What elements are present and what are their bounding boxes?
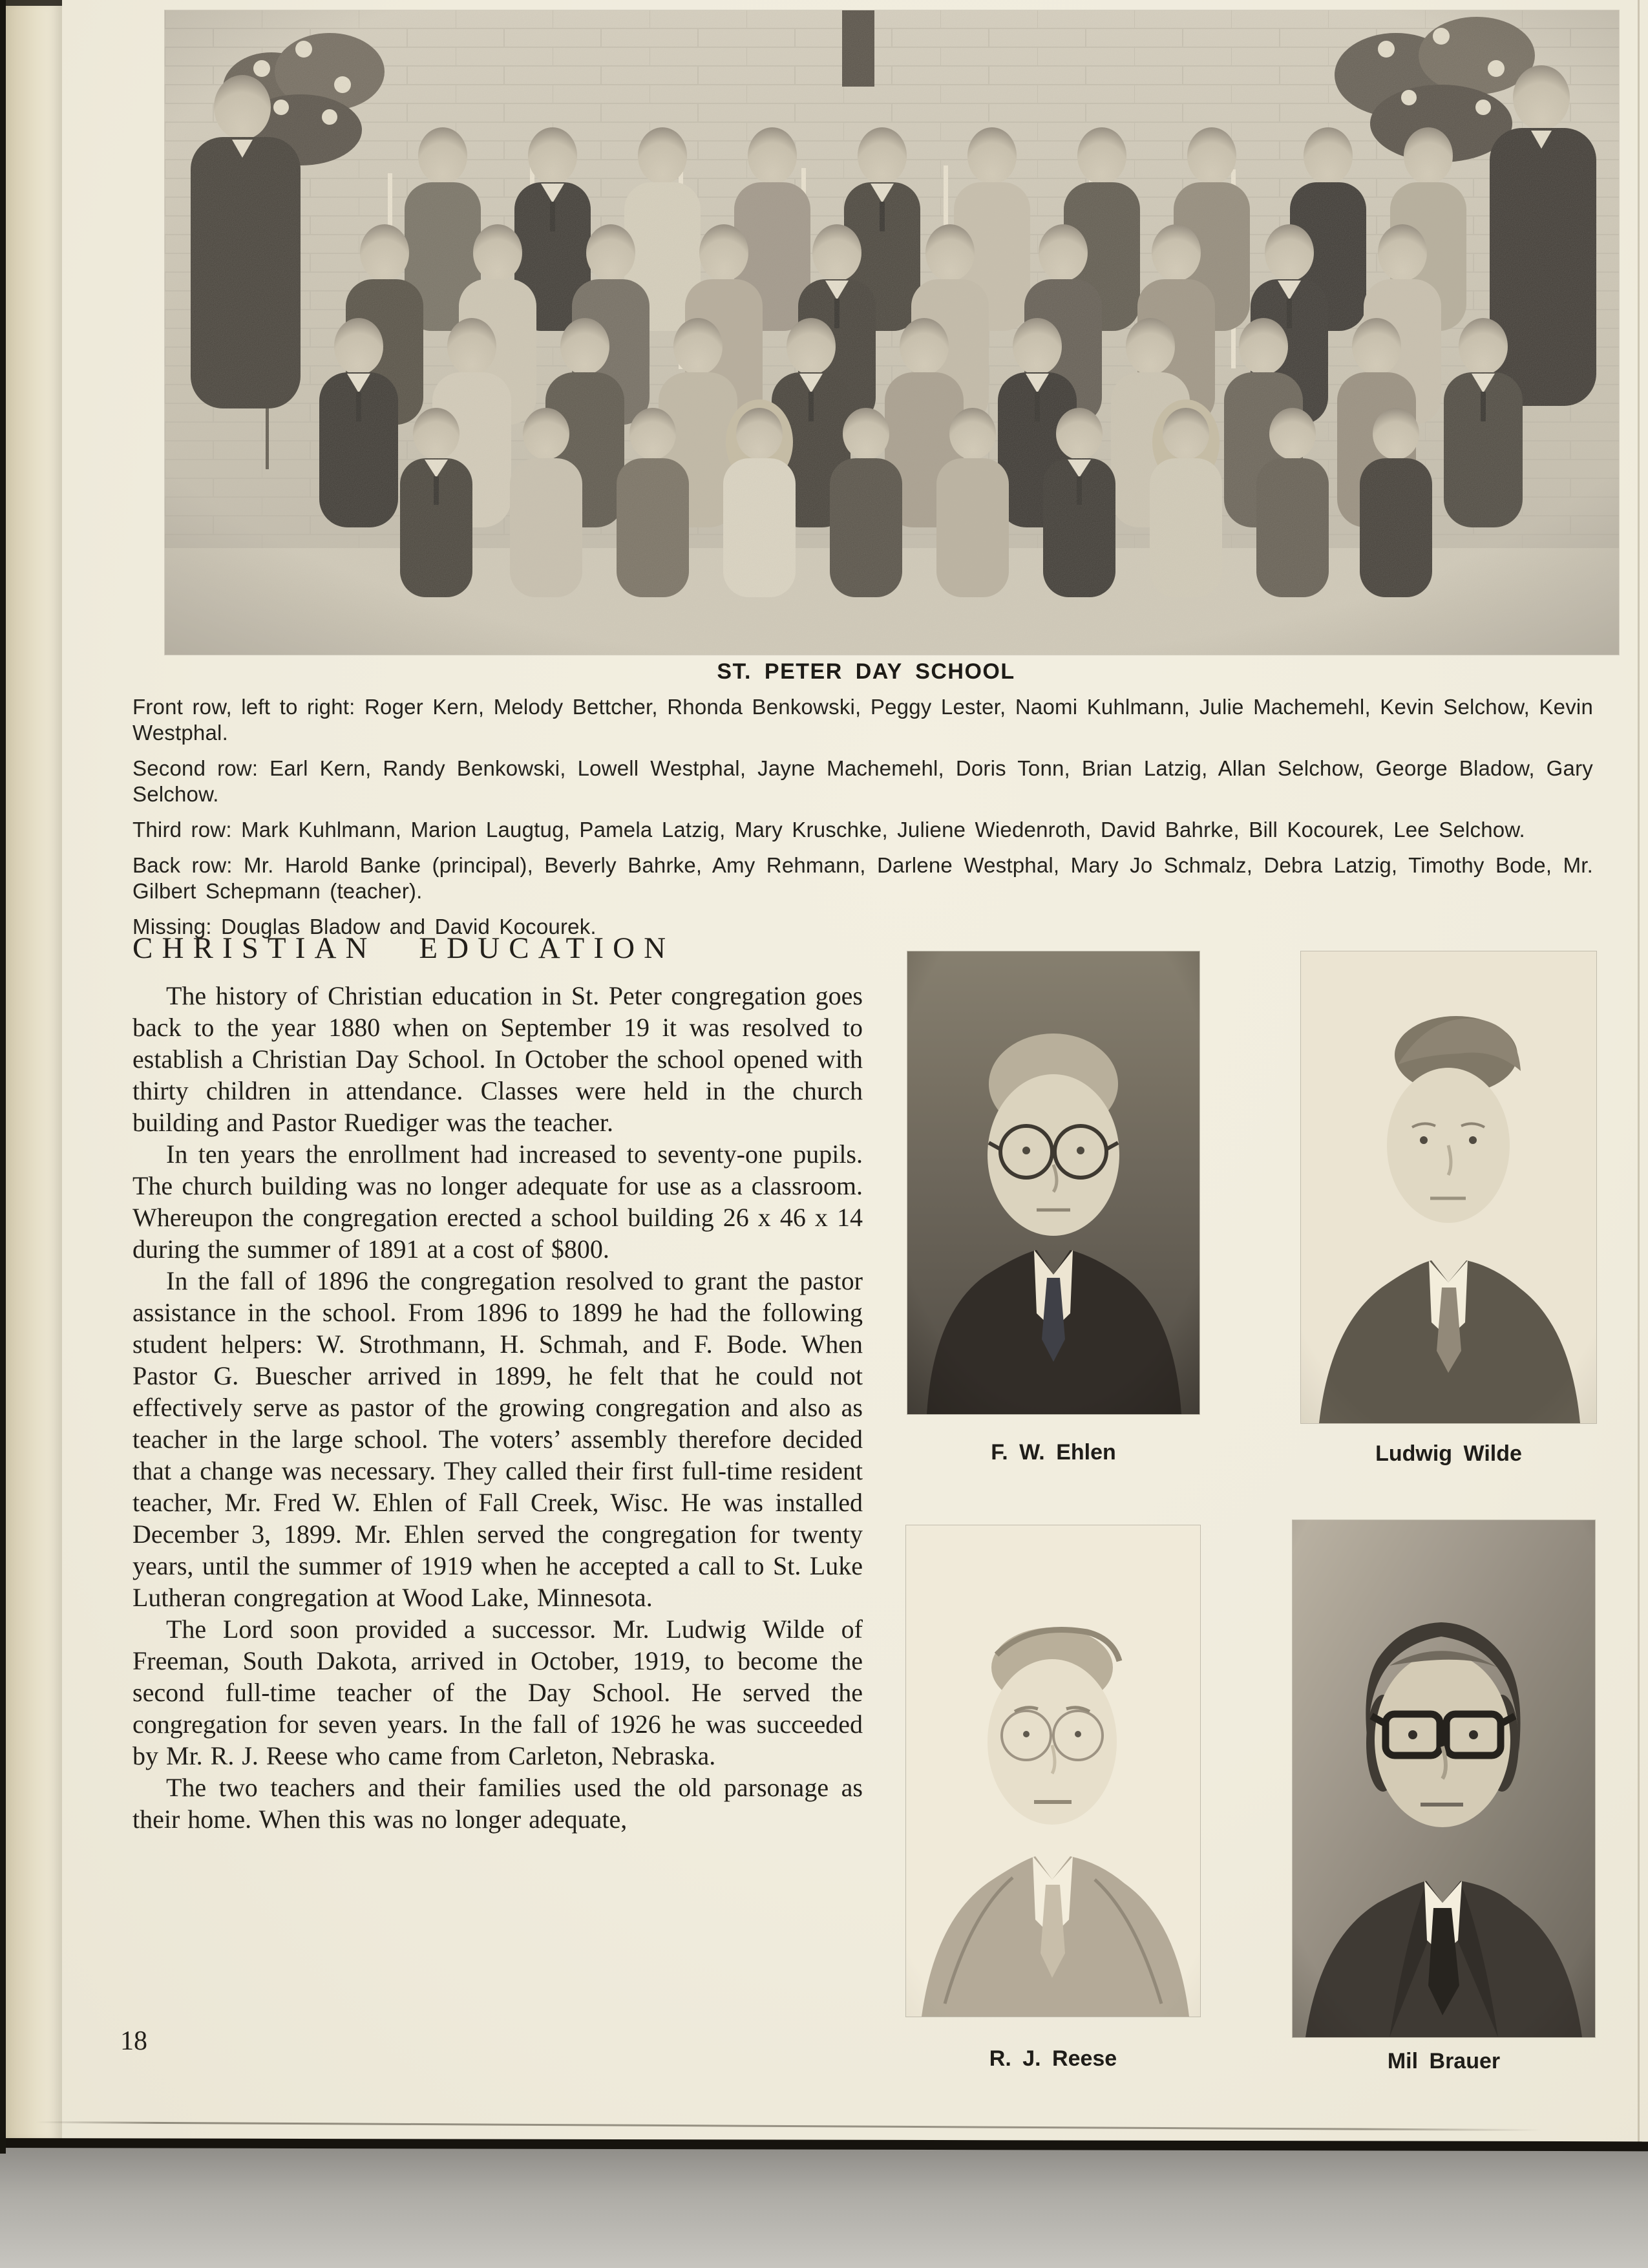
photo-caption-row-second: Second row: Earl Kern, Randy Benkowski, Lowell Westphal, Jayne Machemehl, Doris Tonn, Brian Latzig, Allan Selchow, George Bladow, Gary Selchow. xyxy=(132,756,1593,806)
scanner-background xyxy=(0,2147,1648,2268)
article-heading: CHRISTIAN EDUCATION xyxy=(132,931,675,965)
article-paragraph: In ten years the enrollment had increased to seventy-one pupils. The church building was no longer adequate for use as a classroom. Whereupon the congregation erected a school building 26 x 46 x 14 during the summer of 1891 at a cost of $800. xyxy=(132,1139,863,1264)
photo-caption-row-front: Front row, left to right: Roger Kern, Melody Bettcher, Rhonda Benkowski, Peggy Lester, Naomi Kuhlmann, Julie Machemehl, Kevin Selchow, Kevin Westphal. xyxy=(132,695,1593,745)
article-body xyxy=(132,980,863,1835)
page-right-edge xyxy=(1638,0,1640,2143)
page-gutter-shadow xyxy=(5,0,62,2145)
photo-caption-row-third: Third row: Mark Kuhlmann, Marion Laugtug, Pamela Latzig, Mary Kruschke, Juliene Wiedenroth, David Bahrke, Bill Kocourek, Lee Selchow. xyxy=(132,818,1525,842)
portrait-caption-r-j-reese: R. J. Reese xyxy=(989,2046,1117,2071)
portrait-illustration-mil-brauer xyxy=(1293,1520,1595,2037)
portrait-illustration-f-w-ehlen xyxy=(907,951,1199,1414)
photo-caption-block xyxy=(132,694,1593,949)
portrait-illustration-ludwig-wilde xyxy=(1301,951,1596,1423)
portrait-caption-f-w-ehlen: F. W. Ehlen xyxy=(991,1440,1116,1465)
class-photo xyxy=(165,10,1619,655)
article-paragraph: The two teachers and their families used the old parsonage as their home. When this was no longer adequate, xyxy=(132,1773,863,1834)
photo-caption-title: ST. PETER DAY SCHOOL xyxy=(717,659,1015,684)
page-number: 18 xyxy=(120,2026,147,2056)
photo-caption-row-back: Back row: Mr. Harold Banke (principal), Beverly Bahrke, Amy Rehmann, Darlene Westphal, Mary Jo Schmalz, Debra Latzig, Timothy Bode, Mr. Gilbert Schepmann (teacher). xyxy=(132,853,1593,903)
portrait-photo-r-j-reese xyxy=(906,1525,1200,2017)
article-paragraph: The Lord soon provided a successor. Mr. Ludwig Wilde of Freeman, South Dakota, arrived in October, 1919, to become the second full-time teacher of the Day School. He served the congregation for seven years. In the fall of 1926 he was succeeded by Mr. R. J. Reese who came from Carleton, Nebraska. xyxy=(132,1615,863,1770)
portrait-illustration-r-j-reese xyxy=(906,1525,1200,2017)
scan-edge-top xyxy=(0,0,62,6)
class-photo-illustration xyxy=(165,10,1619,655)
article-paragraph: In the fall of 1896 the congregation resolved to grant the pastor assistance in the school. From 1896 to 1899 he had the following student helpers: W. Strothmann, H. Schmah, and F. Bode. When Pastor G. Buescher arrived in 1899, he felt that he could not effectively serve as pastor of the growing congregation and also as teacher in the large school. The voters’ assembly therefore decided that a change was necessary. They called their first full-time resident teacher, Mr. Fred W. Ehlen of Fall Creek, Wisc. He was installed December 3, 1899. Mr. Ehlen served the congregation for twenty years, until the summer of 1919 when he accepted a call to St. Luke Lutheran congregation at Wood Lake, Minnesota. xyxy=(132,1266,863,1612)
portrait-photo-ludwig-wilde xyxy=(1301,951,1596,1423)
portrait-caption-ludwig-wilde: Ludwig Wilde xyxy=(1375,1441,1522,1466)
scan-edge-strip xyxy=(0,0,6,2154)
portrait-caption-mil-brauer: Mil Brauer xyxy=(1387,2049,1501,2073)
portrait-photo-mil-brauer xyxy=(1293,1520,1595,2037)
photo-caption-row-missing: Missing: Douglas Bladow and David Kocourek. xyxy=(132,915,597,938)
article-paragraph: The history of Christian education in St. Peter congregation goes back to the year 1880 when on September 19 it was resolved to establish a Christian Day School. In October the school opened with thirty children in attendance. Classes were held in the church building and Pastor Ruediger was the teacher. xyxy=(132,981,863,1137)
portrait-photo-f-w-ehlen xyxy=(907,951,1199,1414)
